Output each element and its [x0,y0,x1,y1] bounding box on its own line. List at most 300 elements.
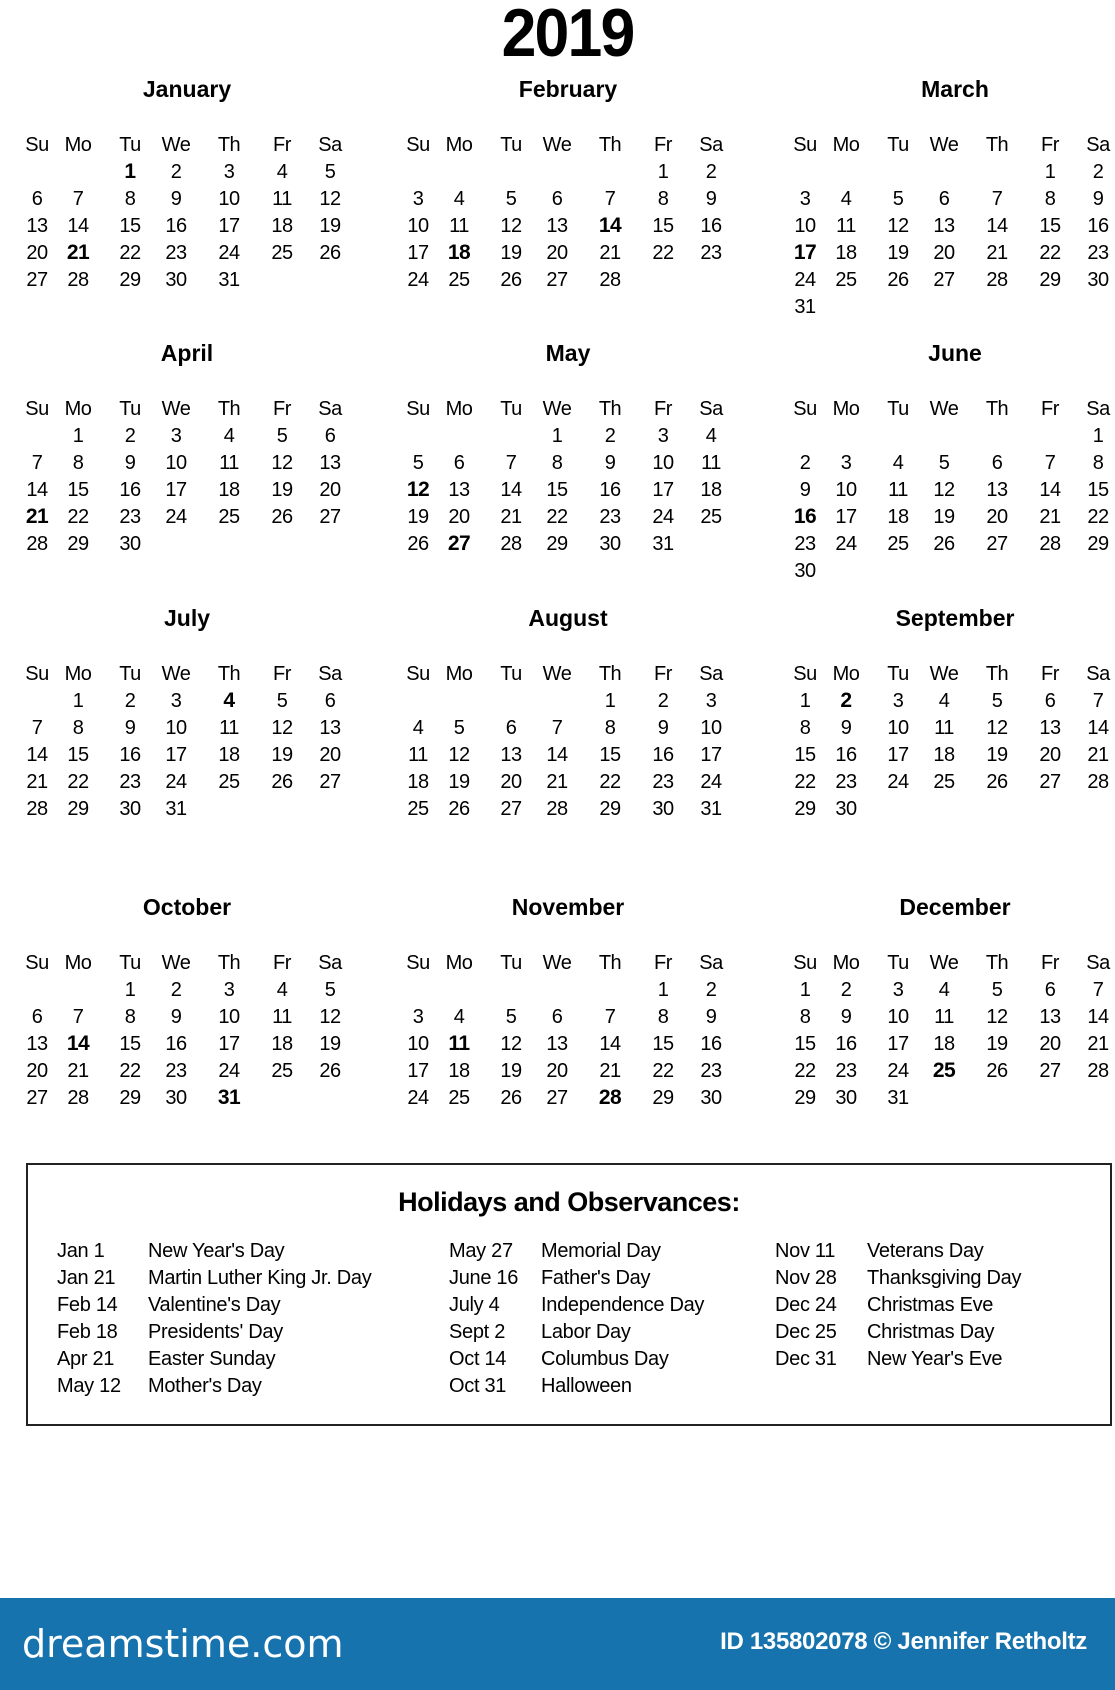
day-cell: 4 [453,188,465,210]
weekday-header: Tu [887,398,909,420]
day-cell: 8 [124,188,136,210]
holiday-name: Thanksgiving Day [867,1267,1022,1289]
day-cell: 19 [271,744,293,766]
weekday-header: Mo [445,398,473,420]
day-cell: 16 [700,215,722,237]
day-cell: 5 [412,452,424,474]
weekday-header: We [929,134,959,156]
day-cell-holiday: 21 [25,505,49,528]
day-cell: 2 [604,425,616,447]
holiday-date: Oct 31 [449,1375,507,1397]
day-cell: 25 [835,269,857,291]
weekday-header: Su [25,952,49,974]
day-cell: 14 [26,479,48,501]
day-cell: 24 [407,269,429,291]
day-cell: 27 [26,1087,48,1109]
day-cell: 22 [652,242,674,264]
day-cell: 17 [218,215,240,237]
day-cell: 28 [67,1087,89,1109]
day-cell: 15 [794,744,816,766]
day-cell: 10 [165,452,187,474]
day-cell: 7 [1092,690,1104,712]
day-cell: 27 [933,269,955,291]
day-cell: 5 [938,452,950,474]
day-cell: 29 [1087,533,1109,555]
day-cell: 27 [546,269,568,291]
day-cell: 15 [119,1033,141,1055]
day-cell: 4 [892,452,904,474]
day-cell: 17 [835,506,857,528]
day-cell: 23 [835,771,857,793]
day-cell: 15 [1087,479,1109,501]
day-cell: 29 [652,1087,674,1109]
day-cell: 19 [407,506,429,528]
day-cell: 18 [933,1033,955,1055]
weekday-header: Fr [654,134,672,156]
day-cell: 4 [412,717,424,739]
day-cell: 21 [67,1060,89,1082]
day-cell: 18 [271,1033,293,1055]
day-cell: 11 [934,1006,954,1028]
day-cell: 6 [31,188,43,210]
holiday-date: Apr 21 [57,1348,115,1370]
weekday-header: Th [217,134,241,156]
day-cell: 19 [448,771,470,793]
day-cell: 17 [165,479,187,501]
month-title: October [142,894,232,920]
day-cell-holiday: 12 [406,478,430,501]
month-december [785,894,1115,1168]
weekday-header: Th [217,952,241,974]
day-cell: 1 [72,690,84,712]
day-cell: 3 [170,690,182,712]
day-cell: 7 [1044,452,1056,474]
day-cell: 13 [448,479,470,501]
weekday-header: Tu [119,952,141,974]
weekday-header: Fr [273,663,291,685]
day-cell: 11 [408,744,428,766]
day-cell: 5 [505,1006,517,1028]
month-november [398,894,738,1168]
weekday-header: Th [217,663,241,685]
holiday-name: Valentine's Day [148,1294,281,1316]
day-cell: 6 [551,188,563,210]
day-cell: 2 [840,979,852,1001]
weekday-header: Tu [500,663,522,685]
weekday-header: Su [406,952,430,974]
day-cell: 23 [835,1060,857,1082]
day-cell: 26 [271,506,293,528]
day-cell: 28 [26,533,48,555]
day-cell: 11 [272,188,292,210]
day-cell: 3 [892,690,904,712]
day-cell: 13 [546,1033,568,1055]
day-cell: 20 [26,1060,48,1082]
weekday-header: We [161,663,191,685]
day-cell: 2 [1092,161,1104,183]
month-september [785,605,1115,879]
day-cell: 18 [887,506,909,528]
weekday-header: Th [598,952,622,974]
day-cell: 13 [1039,1006,1061,1028]
day-cell: 19 [500,242,522,264]
holiday-name: Easter Sunday [148,1348,276,1370]
day-cell: 16 [119,744,141,766]
weekday-header: We [542,134,572,156]
weekday-header: Th [598,663,622,685]
day-cell: 2 [705,161,717,183]
weekday-header: Th [985,134,1009,156]
day-cell-holiday: 27 [447,532,471,555]
day-cell: 25 [271,1060,293,1082]
day-cell: 12 [986,717,1008,739]
month-title: November [511,894,625,920]
day-cell: 14 [500,479,522,501]
holiday-date: Dec 25 [775,1321,837,1343]
weekday-header: Fr [654,398,672,420]
day-cell: 26 [986,1060,1008,1082]
day-cell: 1 [657,161,669,183]
weekday-header: Sa [318,663,342,685]
day-cell: 3 [223,979,235,1001]
day-cell: 28 [1087,771,1109,793]
day-cell: 26 [986,771,1008,793]
day-cell: 30 [835,1087,857,1109]
day-cell: 12 [500,215,522,237]
day-cell: 14 [26,744,48,766]
day-cell: 3 [223,161,235,183]
day-cell: 6 [505,717,517,739]
day-cell: 11 [219,717,239,739]
month-title: June [928,340,982,366]
day-cell: 4 [276,979,288,1001]
weekday-header: Mo [832,398,860,420]
day-cell: 28 [986,269,1008,291]
year-title: 2019 [501,0,634,71]
weekday-header: Su [25,663,49,685]
day-cell: 20 [319,744,341,766]
day-cell: 12 [933,479,955,501]
day-cell: 31 [218,269,240,291]
day-cell: 27 [319,771,341,793]
day-cell: 12 [500,1033,522,1055]
day-cell: 30 [119,533,141,555]
day-cell: 13 [319,452,341,474]
day-cell: 8 [72,452,84,474]
day-cell: 10 [652,452,674,474]
day-cell: 2 [170,979,182,1001]
day-cell: 9 [170,188,182,210]
weekday-header: Mo [445,952,473,974]
day-cell: 10 [887,717,909,739]
day-cell: 22 [67,771,89,793]
month-may [398,340,738,614]
day-cell: 12 [448,744,470,766]
day-cell: 4 [453,1006,465,1028]
day-cell: 5 [892,188,904,210]
day-cell: 7 [31,452,43,474]
day-cell: 19 [319,215,341,237]
weekday-header: Sa [699,134,723,156]
day-cell: 23 [165,1060,187,1082]
holidays-box [26,1163,1112,1426]
weekday-header: We [929,398,959,420]
day-cell: 26 [271,771,293,793]
day-cell: 29 [794,798,816,820]
day-cell: 14 [1087,717,1109,739]
day-cell: 18 [218,744,240,766]
holiday-name: Mother's Day [148,1375,262,1397]
weekday-header: Mo [64,398,92,420]
day-cell: 15 [67,744,89,766]
weekday-header: Mo [832,134,860,156]
day-cell: 8 [1044,188,1056,210]
day-cell: 5 [505,188,517,210]
holiday-name: Halloween [541,1375,632,1397]
day-cell: 11 [272,1006,292,1028]
day-cell: 15 [546,479,568,501]
day-cell: 24 [218,242,240,264]
weekday-header: Fr [273,952,291,974]
day-cell: 1 [551,425,563,447]
day-cell: 30 [1087,269,1109,291]
weekday-header: Tu [119,134,141,156]
day-cell-holiday: 17 [793,241,817,264]
weekday-header: Su [406,134,430,156]
day-cell: 20 [448,506,470,528]
day-cell: 21 [500,506,522,528]
day-cell: 14 [546,744,568,766]
month-october [17,894,357,1168]
day-cell: 11 [449,215,469,237]
day-cell: 17 [407,242,429,264]
day-cell: 10 [165,717,187,739]
day-cell: 31 [652,533,674,555]
day-cell: 16 [652,744,674,766]
day-cell: 15 [794,1033,816,1055]
day-cell-holiday: 4 [223,689,235,712]
day-cell: 7 [604,1006,616,1028]
day-cell: 3 [799,188,811,210]
day-cell: 19 [319,1033,341,1055]
weekday-header: Su [406,398,430,420]
weekday-header: Sa [699,663,723,685]
day-cell: 29 [119,1087,141,1109]
day-cell: 29 [67,533,89,555]
day-cell: 24 [887,1060,909,1082]
dreamstime-logo[interactable]: dreamstime.com [22,1622,344,1666]
weekday-header: We [929,663,959,685]
day-cell: 9 [799,479,811,501]
day-cell: 23 [652,771,674,793]
day-cell: 29 [546,533,568,555]
day-cell-holiday: 31 [217,1086,241,1109]
day-cell: 7 [991,188,1003,210]
weekday-header: Th [985,398,1009,420]
day-cell: 6 [324,690,336,712]
day-cell: 22 [794,1060,816,1082]
day-cell: 31 [700,798,722,820]
day-cell: 5 [991,979,1003,1001]
day-cell: 12 [271,452,293,474]
day-cell: 23 [700,242,722,264]
day-cell: 3 [657,425,669,447]
holiday-date: Oct 14 [449,1348,507,1370]
day-cell: 7 [72,188,84,210]
day-cell: 13 [500,744,522,766]
day-cell: 22 [119,1060,141,1082]
day-cell: 27 [1039,1060,1061,1082]
weekday-header: We [161,398,191,420]
month-title: December [899,894,1011,920]
day-cell: 19 [887,242,909,264]
day-cell: 13 [1039,717,1061,739]
day-cell: 7 [551,717,563,739]
day-cell: 2 [705,979,717,1001]
day-cell-holiday: 11 [448,1032,470,1055]
day-cell: 25 [887,533,909,555]
day-cell: 27 [1039,771,1061,793]
month-march [785,76,1115,350]
day-cell: 9 [657,717,669,739]
day-cell: 30 [835,798,857,820]
weekday-header: Fr [1041,398,1059,420]
day-cell: 16 [835,1033,857,1055]
holiday-name: Memorial Day [541,1240,661,1262]
holiday-name: New Year's Eve [867,1348,1003,1370]
day-cell: 20 [933,242,955,264]
day-cell: 22 [794,771,816,793]
day-cell-holiday: 25 [932,1059,956,1082]
day-cell: 11 [219,452,239,474]
day-cell: 1 [1044,161,1056,183]
day-cell: 21 [1087,1033,1109,1055]
day-cell: 8 [551,452,563,474]
day-cell-holiday: 2 [840,689,852,712]
day-cell: 5 [276,425,288,447]
month-title: July [163,605,211,631]
weekday-header: We [929,952,959,974]
holiday-date: Nov 28 [775,1267,837,1289]
day-cell-holiday: 1 [124,160,136,183]
holiday-date: Jan 1 [57,1240,105,1262]
day-cell: 7 [604,188,616,210]
day-cell: 6 [991,452,1003,474]
day-cell: 14 [1087,1006,1109,1028]
weekday-header: Sa [318,134,342,156]
day-cell: 10 [218,188,240,210]
weekday-header: Mo [832,952,860,974]
day-cell: 24 [165,771,187,793]
month-title: February [518,76,618,102]
day-cell: 8 [72,717,84,739]
day-cell: 29 [119,269,141,291]
day-cell: 8 [604,717,616,739]
day-cell: 24 [794,269,816,291]
day-cell-holiday: 16 [793,505,817,528]
day-cell: 21 [26,771,48,793]
day-cell: 26 [933,533,955,555]
day-cell: 24 [407,1087,429,1109]
weekday-header: Sa [699,952,723,974]
holiday-date: Feb 18 [57,1321,118,1343]
holiday-date: Dec 31 [775,1348,837,1370]
weekday-header: Mo [445,663,473,685]
day-cell: 1 [72,425,84,447]
day-cell: 27 [546,1087,568,1109]
day-cell: 28 [26,798,48,820]
day-cell: 3 [412,1006,424,1028]
day-cell: 18 [933,744,955,766]
day-cell: 16 [1087,215,1109,237]
holiday-name: Martin Luther King Jr. Day [148,1267,372,1289]
day-cell: 22 [599,771,621,793]
day-cell: 23 [599,506,621,528]
weekday-header: Fr [654,952,672,974]
day-cell: 8 [657,1006,669,1028]
day-cell: 24 [652,506,674,528]
weekday-header: We [161,134,191,156]
day-cell: 21 [546,771,568,793]
holiday-name: Columbus Day [541,1348,669,1370]
weekday-header: We [542,663,572,685]
day-cell: 12 [986,1006,1008,1028]
day-cell: 26 [319,1060,341,1082]
day-cell: 9 [840,1006,852,1028]
day-cell: 30 [794,560,816,582]
image-credit: ID 135802078 © Jennifer Retholtz [720,1628,1087,1655]
weekday-header: Fr [1041,663,1059,685]
weekday-header: Sa [699,398,723,420]
holiday-name: New Year's Day [148,1240,285,1262]
day-cell: 24 [887,771,909,793]
day-cell: 6 [551,1006,563,1028]
holiday-name: Independence Day [541,1294,705,1316]
weekday-header: Tu [500,952,522,974]
day-cell: 8 [799,1006,811,1028]
day-cell: 14 [1039,479,1061,501]
day-cell: 23 [165,242,187,264]
day-cell: 26 [407,533,429,555]
day-cell: 20 [500,771,522,793]
day-cell: 18 [218,479,240,501]
weekday-header: Tu [887,952,909,974]
day-cell: 31 [887,1087,909,1109]
day-cell: 10 [407,215,429,237]
day-cell: 11 [836,215,856,237]
day-cell: 13 [986,479,1008,501]
day-cell: 20 [26,242,48,264]
day-cell: 2 [124,690,136,712]
day-cell: 9 [840,717,852,739]
month-title: August [528,605,608,631]
day-cell: 25 [700,506,722,528]
day-cell: 3 [705,690,717,712]
day-cell: 13 [26,215,48,237]
day-cell: 9 [124,452,136,474]
day-cell: 20 [319,479,341,501]
day-cell: 15 [1039,215,1061,237]
day-cell: 6 [324,425,336,447]
day-cell: 14 [67,215,89,237]
day-cell: 23 [1087,242,1109,264]
footer-bar [0,1598,1115,1690]
day-cell: 6 [1044,979,1056,1001]
day-cell: 11 [701,452,721,474]
day-cell: 6 [938,188,950,210]
weekday-header: Th [217,398,241,420]
weekday-header: Sa [1086,663,1110,685]
